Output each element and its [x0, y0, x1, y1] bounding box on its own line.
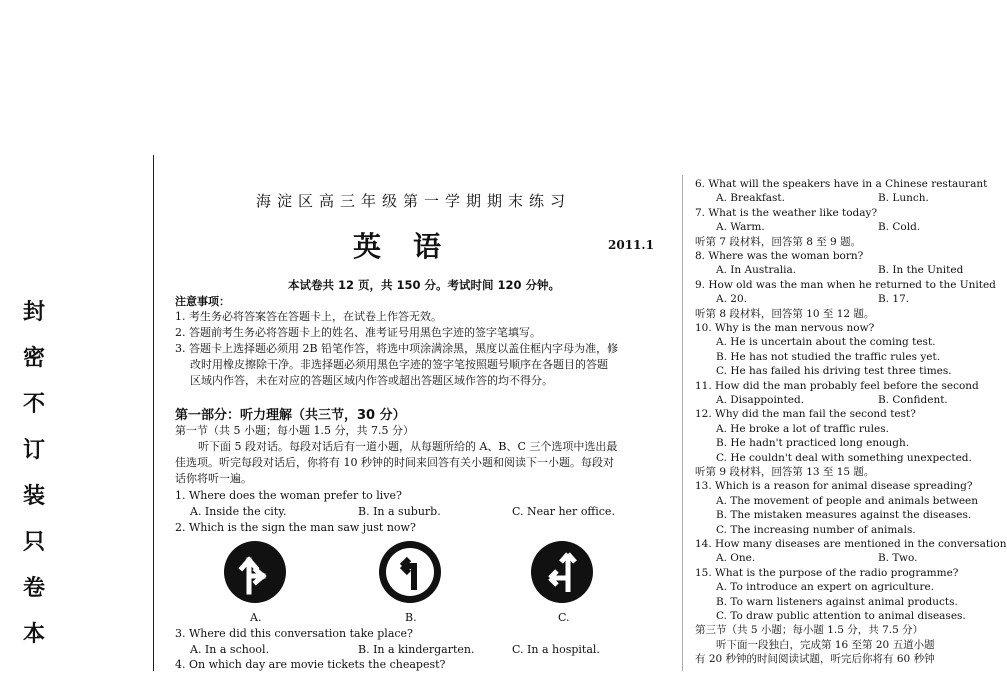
answer-option: B. Two.: [878, 552, 918, 565]
question-line: 有 20 秒钟的时间阅读试题，听完后你将有 60 秒钟: [695, 653, 935, 666]
binding-char: 密: [22, 345, 45, 371]
binding-char: 不: [22, 391, 45, 417]
question-line: 11. How did the man probably feel before the second: [695, 379, 979, 392]
answer-option: A. Disappointed.: [716, 394, 805, 406]
question-line: 12. Why did the man fail the second test?: [695, 408, 916, 421]
question-line: 9. How old was the man when he returned to the United: [695, 278, 996, 291]
exam-date: 2011.1: [608, 238, 654, 252]
answer-option: A. He broke a lot of traffic rules.: [716, 422, 889, 435]
question-line: 10. Why is the man nervous now?: [695, 322, 875, 334]
binding-line: [153, 155, 154, 671]
answer-option: B. He hadn't practiced long enough.: [716, 437, 910, 450]
q3-option-a: A. In a school.: [190, 643, 270, 656]
part1-heading: 第一部分：听力理解（共三节，30 分）: [175, 408, 406, 423]
answer-option: B. Cold.: [878, 221, 921, 234]
answer-option: B. To warn listeners against animal products.: [716, 595, 958, 608]
question-1: 1. Where does the woman prefer to live?: [175, 489, 402, 502]
answer-option: A. Warm.: [716, 221, 765, 234]
sign-label-b: B.: [405, 611, 417, 624]
sign-label-c: C.: [558, 611, 570, 624]
exam-info: 本试卷共 12 页，共 150 分。考试时间 120 分钟。: [288, 278, 561, 292]
answer-option: B. He has not studied the traffic rules yet.: [716, 350, 941, 363]
answer-option: B. Lunch.: [878, 192, 929, 205]
question-line: 听下面一段独白，完成第 16 至第 20 五道小题: [716, 638, 935, 651]
answer-option: A. 20.: [716, 293, 747, 306]
answer-option: B. Confident.: [878, 394, 948, 406]
answer-option: A. Breakfast.: [716, 192, 785, 205]
section-heading: 听第 9 段材料，回答第 13 至 15 题。: [695, 466, 875, 478]
instructions-line: 话你将听一遍。: [175, 472, 252, 485]
instructions-line: 佳选项。听完每段对话后，你将有 10 秒钟的时间来回答有关小题和阅读下一小题。每段对: [175, 456, 614, 469]
sign-a-icon: [223, 540, 287, 604]
question-2: 2. Which is the sign the man saw just now?: [175, 521, 416, 534]
answer-option: C. He couldn't deal with something unexpected.: [716, 451, 972, 464]
subject-title: 英语: [353, 230, 474, 263]
answer-option: A. One.: [716, 552, 756, 565]
answer-option: C. The increasing number of animals.: [716, 523, 916, 536]
answer-option: A. The movement of people and animals between: [716, 494, 979, 507]
notice-heading: 注意事项：: [175, 295, 230, 308]
section-heading: 听第 7 段材料，回答第 8 至 9 题。: [695, 235, 862, 248]
binding-char: 装: [22, 483, 45, 509]
sign-b-icon: [378, 540, 442, 604]
question-line: 13. Which is a reason for animal disease spreading?: [695, 480, 973, 493]
question-3: 3. Where did this conversation take place?: [175, 627, 413, 640]
answer-option: A. He is uncertain about the coming test.: [716, 336, 936, 349]
question-line: 14. How many diseases are mentioned in the conversation: [695, 538, 1007, 550]
binding-char: 封: [22, 299, 45, 325]
section-heading: 听第 8 段材料，回答第 10 至 12 题。: [695, 307, 875, 320]
question-line: 15. What is the purpose of the radio programme?: [695, 566, 959, 579]
answer-option: C. To draw public attention to animal diseases.: [716, 610, 966, 622]
notice-item: 2. 答题前考生务必将答题卡上的姓名、准考证号用黑色字迹的签字笔填写。: [175, 326, 541, 339]
answer-option: B. The mistaken measures against the diseases.: [716, 509, 972, 522]
section1-heading: 第一节（共 5 小题；每小题 1.5 分，共 7.5 分）: [175, 424, 414, 437]
section-heading: 第三节（共 5 小题；每小题 1.5 分，共 7.5 分）: [695, 624, 924, 637]
sign-label-a: A.: [250, 611, 262, 624]
notice-item: 区域内作答，未在对应的答题区域内作答或超出答题区域作答的均不得分。: [190, 374, 553, 387]
answer-option: A. To introduce an expert on agriculture.: [716, 581, 935, 594]
notice-item: 改时用橡皮擦除干净。非选择题必须用黑色字迹的签字笔按照题号顺序在各题目的答题: [190, 358, 608, 371]
notice-item: 1. 考生务必将答案答在答题卡上，在试卷上作答无效。: [175, 310, 442, 323]
q1-option-c: C. Near her office.: [512, 505, 615, 518]
q1-option-b: B. In a suburb.: [358, 505, 441, 518]
sign-c-icon: [530, 540, 594, 604]
q3-option-b: B. In a kindergarten.: [358, 643, 475, 656]
binding-char: 订: [22, 437, 45, 463]
notice-item: 3. 答题卡上选择题必须用 2B 铅笔作答，将选中项涂满涂黑，黑度以盖住框内字母为准，修: [175, 342, 619, 355]
binding-char: 只: [22, 529, 45, 555]
q3-option-c: C. In a hospital.: [512, 643, 600, 656]
question-line: 7. What is the weather like today?: [695, 206, 878, 219]
exam-title: 海淀区高三年级第一学期期末练习: [256, 192, 572, 210]
binding-char: 本: [22, 621, 45, 647]
answer-option: B. In the United: [878, 264, 964, 277]
question-line: 8. Where was the woman born?: [695, 250, 864, 262]
answer-option: C. He has failed his driving test three times.: [716, 365, 952, 378]
question-line: 6. What will the speakers have in a Chinese restaurant: [695, 178, 988, 190]
page-divider: [682, 175, 683, 671]
question-4: 4. On which day are movie tickets the cheapest?: [175, 658, 446, 671]
binding-char: 卷: [22, 575, 45, 601]
q1-option-a: A. Inside the city.: [190, 505, 287, 518]
answer-option: A. In Australia.: [716, 264, 797, 277]
instructions-line: 听下面 5 段对话。每段对话后有一道小题，从每题所给的 A、B、C 三个选项中选出最: [198, 440, 618, 453]
answer-option: B. 17.: [878, 293, 910, 306]
